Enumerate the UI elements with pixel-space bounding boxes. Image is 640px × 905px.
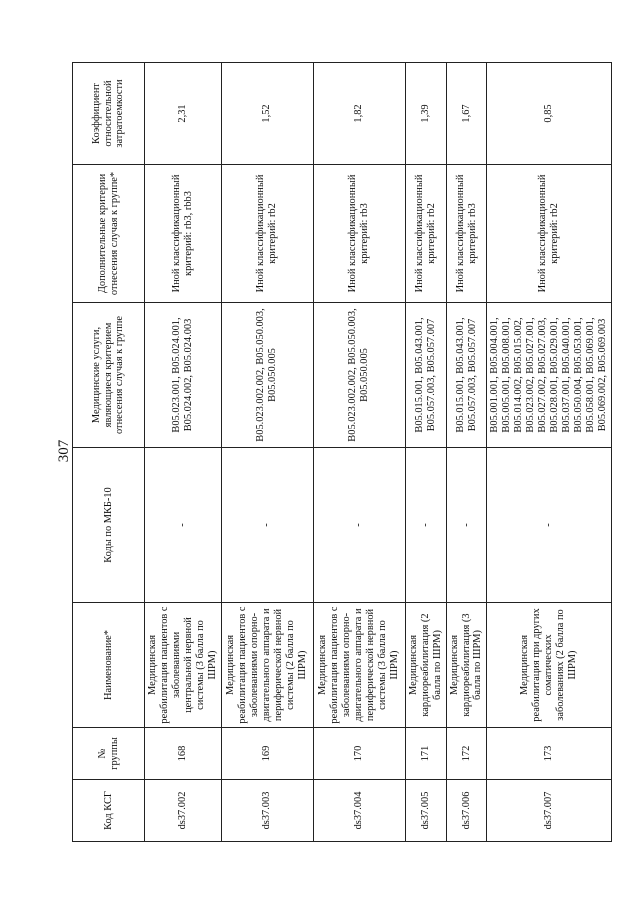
cell-coefficient: 0,85 [487,63,612,165]
cell-code: ds37.003 [221,780,313,842]
cell-code: ds37.002 [145,780,222,842]
cell-coefficient: 1,67 [446,63,487,165]
cell-icd-codes: - [446,448,487,603]
table-row [221,63,313,842]
cell-icd-codes: - [487,448,612,603]
header-group-no: № группы [73,728,145,780]
cell-code: ds37.004 [313,780,405,842]
cell-extra-criteria: Иной классификационный критерий: rb2 [487,165,612,303]
cell-name: Медицинская реабилитация пациентов с заболеваниями опорно-двигательного аппарата и периферической нервной системы (2 балла по ШРМ) [221,603,313,728]
cell-group-no: 170 [313,728,405,780]
cell-services: B05.023.001, B05.024.001, B05.024.002, B05.024.003 [145,303,222,448]
table-row [313,63,405,842]
cell-coefficient: 1,52 [221,63,313,165]
table-row [405,63,446,842]
table-row [145,63,222,842]
cell-group-no: 171 [405,728,446,780]
cell-services: B05.023.002.002, B05.050.003, B05.050.005 [221,303,313,448]
ksg-table [72,62,612,842]
header-icd-codes: Коды по МКБ-10 [73,448,145,603]
cell-group-no: 173 [487,728,612,780]
cell-group-no: 169 [221,728,313,780]
cell-services: B05.001.001, B05.004.001, B05.005.001, B05.008.001, B05.014.002, B05.015.002, B05.023.002, B05.027.001, B05.027.002, B05.027.003, B05.028.001, B05.029.001, B05.037.001, B05.040.001, B05.050.004, B05.053.001, B05.058.001, B05.069.001, B05.069.002, B05.069.003 [487,303,612,448]
cell-group-no: 172 [446,728,487,780]
cell-name: Медицинская кардиореабилитация (2 балла по ШРМ) [405,603,446,728]
table-header-row [73,63,145,842]
cell-name: Медицинская реабилитация пациентов с заболеваниями центральной нервной системы (3 балла по ШРМ) [145,603,222,728]
cell-icd-codes: - [221,448,313,603]
table-row [487,63,612,842]
cell-icd-codes: - [313,448,405,603]
cell-services: B05.023.002.002, B05.050.003, B05.050.005 [313,303,405,448]
cell-extra-criteria: Иной классификационный критерий: rb3 [313,165,405,303]
cell-extra-criteria: Иной классификационный критерий: rb3, rbb3 [145,165,222,303]
page-number: 307 [56,439,72,463]
cell-group-no: 168 [145,728,222,780]
cell-name: Медицинская реабилитация пациентов с заболеваниями опорно-двигательного аппарата и периферической нервной системы (3 балла по ШРМ) [313,603,405,728]
cell-extra-criteria: Иной классификационный критерий: rb2 [405,165,446,303]
cell-coefficient: 1,39 [405,63,446,165]
header-name: Наименование* [73,603,145,728]
cell-extra-criteria: Иной классификационный критерий: rb3 [446,165,487,303]
header-coefficient: Коэффициент относительной затратоемкости [73,63,145,165]
cell-coefficient: 2,31 [145,63,222,165]
cell-coefficient: 1,82 [313,63,405,165]
header-code: Код КСГ [73,780,145,842]
cell-code: ds37.007 [487,780,612,842]
cell-name: Медицинская кардиореабилитация (3 балла по ШРМ) [446,603,487,728]
cell-icd-codes: - [405,448,446,603]
ksg-table-container [72,63,609,842]
cell-services: B05.015.001, B05.043.001, B05.057.003, B05.057.007 [446,303,487,448]
cell-services: B05.015.001, B05.043.001, B05.057.003, B05.057.007 [405,303,446,448]
table-row [446,63,487,842]
cell-code: ds37.005 [405,780,446,842]
header-extra-criteria: Дополнительные критерии отнесения случая к группе* [73,165,145,303]
cell-name: Медицинская реабилитация при других соматических заболеваниях (2 балла по ШРМ) [487,603,612,728]
header-services: Медицинские услуги, являющиеся критерием отнесения случая к группе [73,303,145,448]
cell-extra-criteria: Иной классификационный критерий: rb2 [221,165,313,303]
cell-code: ds37.006 [446,780,487,842]
cell-icd-codes: - [145,448,222,603]
